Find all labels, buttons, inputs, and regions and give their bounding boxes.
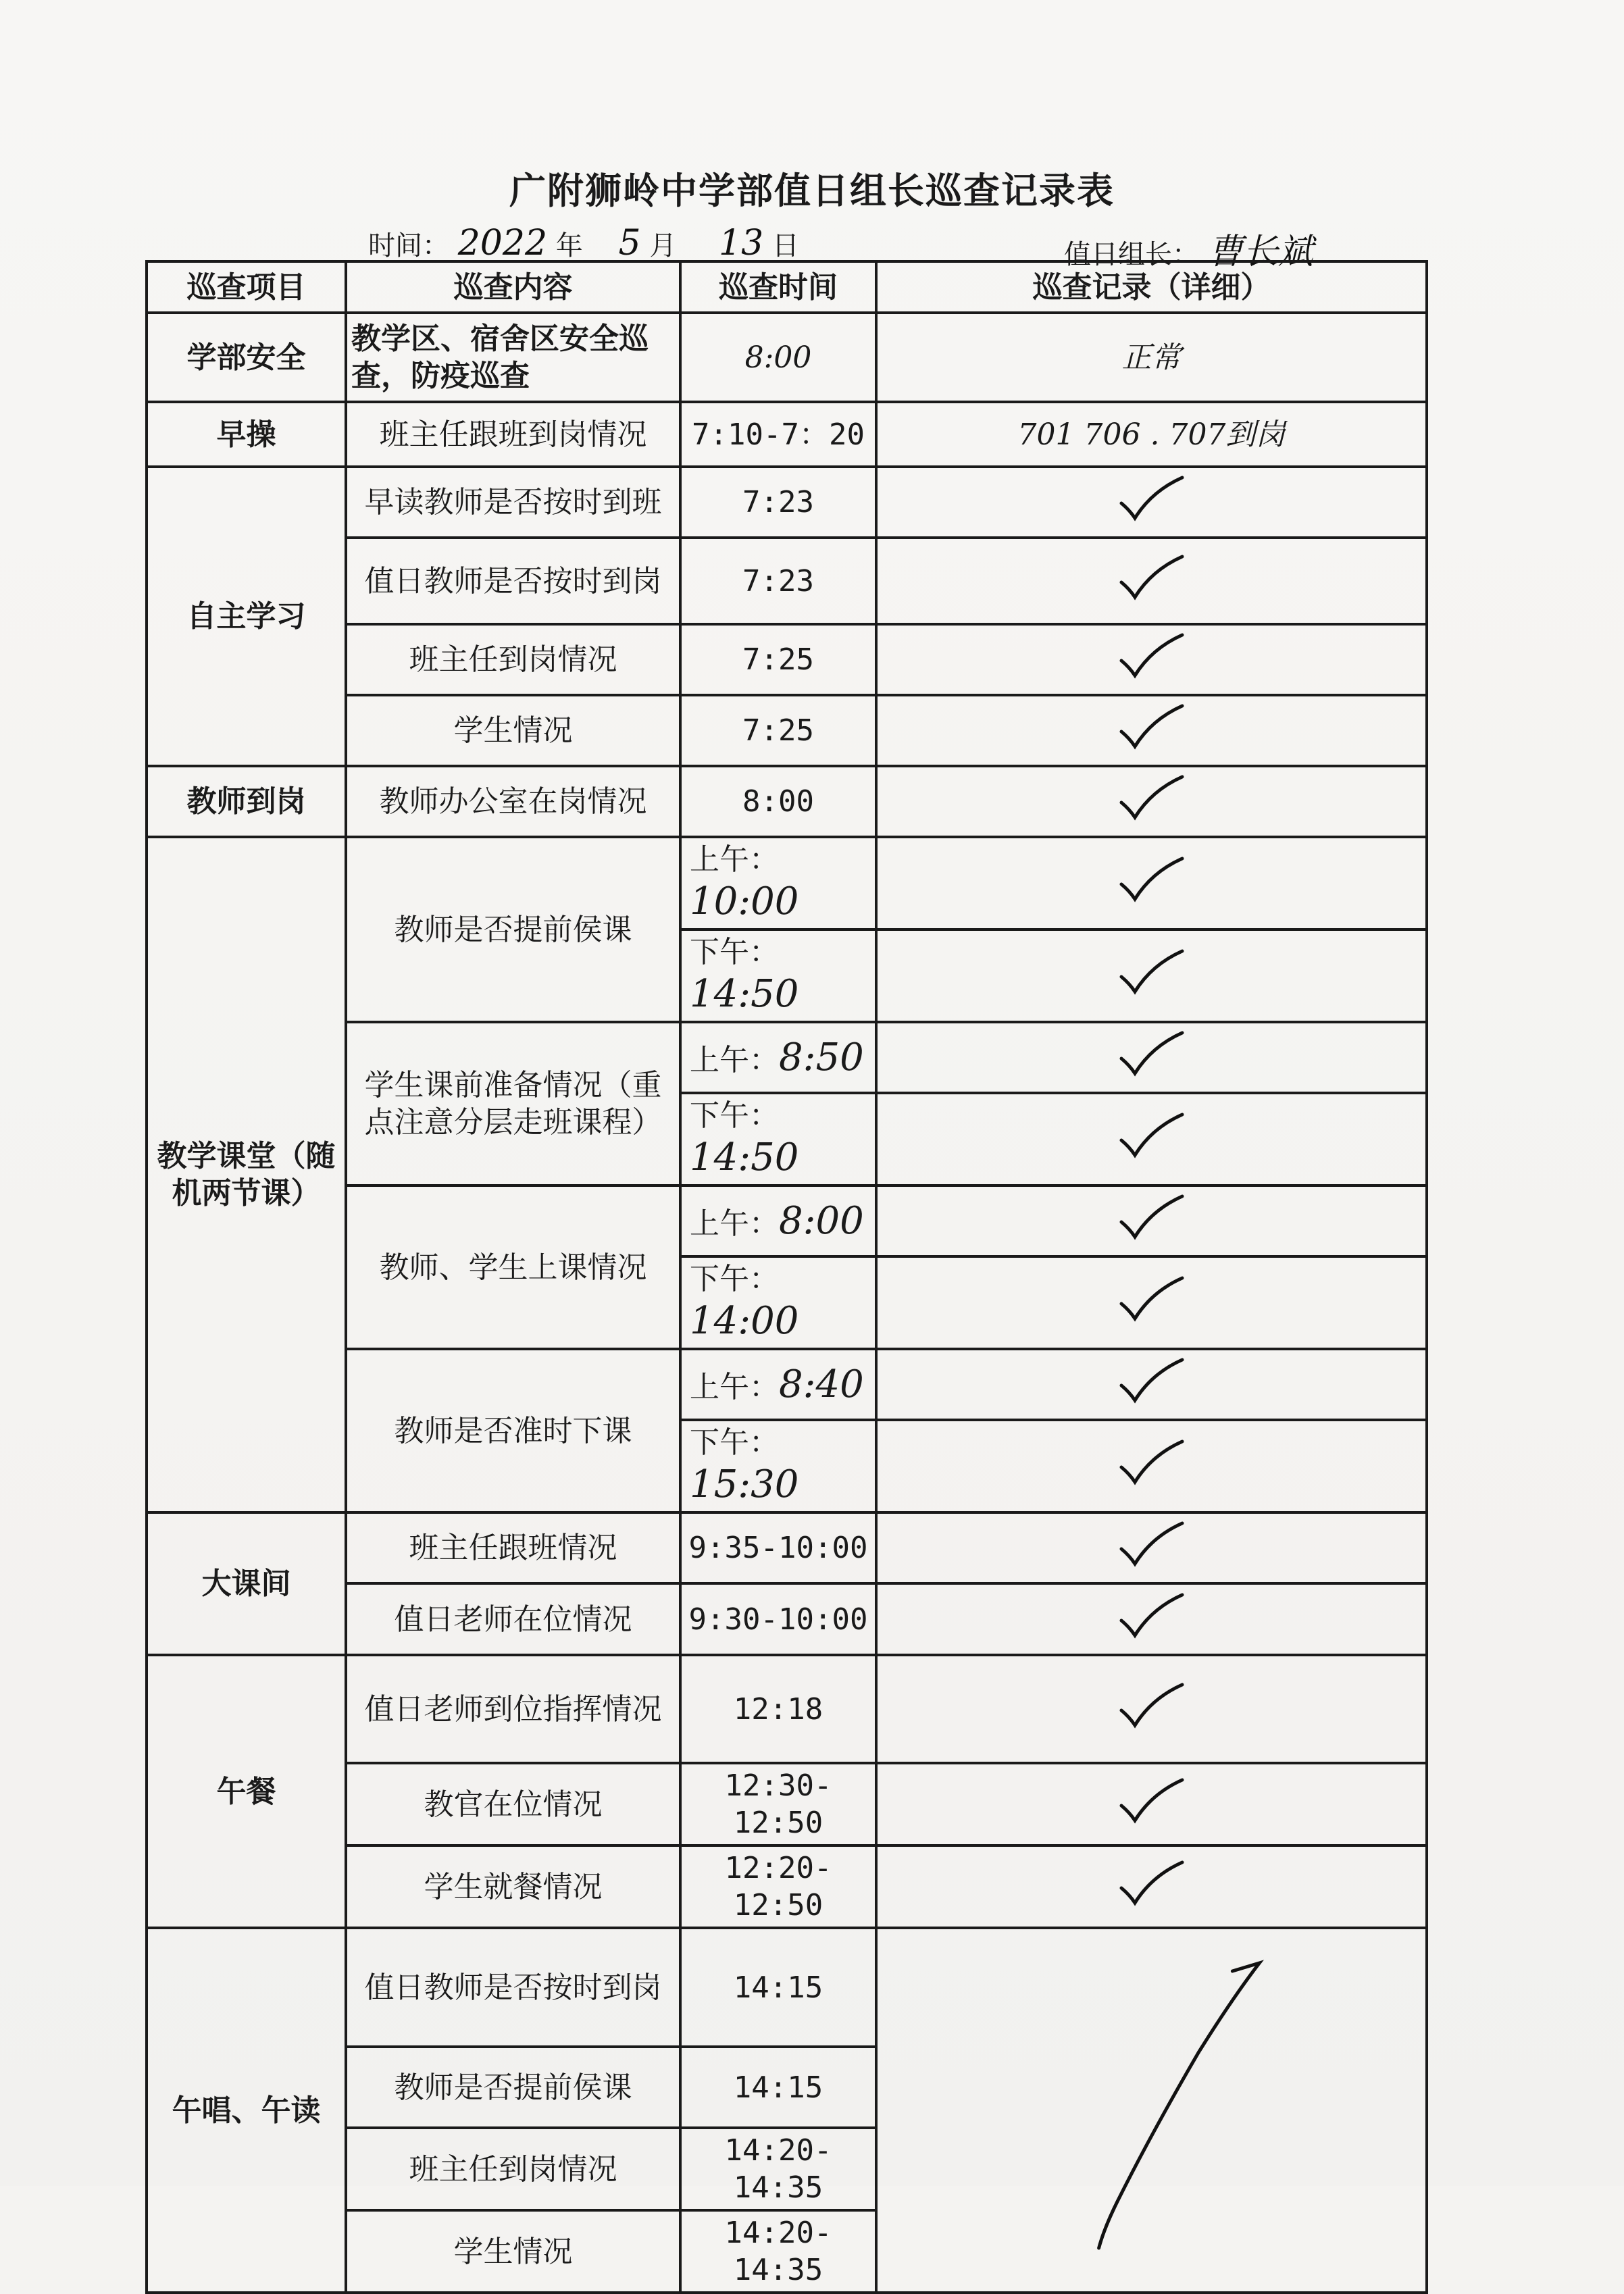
record-cell <box>876 624 1427 695</box>
content-cell: 班主任到岗情况 <box>346 2128 680 2210</box>
content-cell: 教官在位情况 <box>346 1763 680 1845</box>
record-cell <box>876 538 1427 624</box>
content-cell: 教师是否提前侯课 <box>346 837 680 1022</box>
record-cell <box>876 695 1427 766</box>
record-cell <box>876 1763 1427 1845</box>
checkmark-icon <box>1115 1588 1189 1642</box>
checkmark-icon <box>1115 1190 1189 1244</box>
pm-label: 下午： <box>690 1425 779 1460</box>
checkmark-icon <box>1115 1271 1189 1325</box>
date-line <box>368 223 799 263</box>
time-cell-am <box>680 1186 876 1256</box>
record-cell <box>876 1655 1427 1763</box>
record-cell <box>876 1349 1427 1420</box>
category-teacher-post: 教师到岗 <box>147 766 346 837</box>
content-cell: 班主任跟班情况 <box>346 1512 680 1583</box>
record-cell <box>876 1186 1427 1256</box>
time-cell: 7:25 <box>680 624 876 695</box>
content-cell: 教师、学生上课情况 <box>346 1186 680 1349</box>
content-cell: 值日老师在位情况 <box>346 1583 680 1655</box>
header-time: 巡查时间 <box>680 261 876 313</box>
content-cell: 值日教师是否按时到岗 <box>346 538 680 624</box>
table-row <box>147 1512 1427 1583</box>
date-day-unit: 日 <box>771 230 799 261</box>
time-cell: 14:15 <box>680 1928 876 2047</box>
content-cell: 班主任到岗情况 <box>346 624 680 695</box>
date-month: 5 <box>618 223 641 263</box>
pm-label: 下午： <box>690 1098 779 1133</box>
am-label: 上午： <box>690 842 779 877</box>
record-cell <box>876 1093 1427 1186</box>
time-cell: 8:00 <box>680 313 876 402</box>
content-cell: 教师是否准时下课 <box>346 1349 680 1512</box>
time-cell: 7:25 <box>680 695 876 766</box>
checkmark-icon <box>1115 1678 1189 1732</box>
table-row <box>147 402 1427 467</box>
inspection-table <box>145 260 1428 2294</box>
table-row <box>147 766 1427 837</box>
pm-time: 15:30 <box>690 1462 799 1506</box>
checkmark-icon <box>1115 1353 1189 1407</box>
time-cell: 14:20-14:35 <box>680 2210 876 2293</box>
time-cell: 12:18 <box>680 1655 876 1763</box>
category-noon: 午唱、午读 <box>147 1928 346 2293</box>
am-time: 8:50 <box>779 1035 864 1079</box>
time-cell: 9:30-10:00 <box>680 1583 876 1655</box>
pm-label: 下午： <box>690 935 779 969</box>
pm-time: 14:50 <box>690 972 799 1016</box>
checkmark-icon <box>1115 1435 1189 1489</box>
time-cell-pm <box>680 1420 876 1512</box>
time-cell: 9:35-10:00 <box>680 1512 876 1583</box>
checkmark-icon <box>1115 944 1189 998</box>
record-cell-struck <box>876 1928 1427 2293</box>
time-cell-am <box>680 1349 876 1420</box>
checkmark-icon <box>1115 471 1189 525</box>
page-title: 广附狮岭中学部值日组长巡查记录表 <box>509 170 1115 212</box>
date-year-unit: 年 <box>555 230 583 261</box>
record-cell <box>876 766 1427 837</box>
record-cell <box>876 467 1427 538</box>
category-classroom: 教学课堂（随机两节课） <box>147 837 346 1512</box>
content-cell: 值日老师到位指挥情况 <box>346 1655 680 1763</box>
checkmark-icon <box>1115 1026 1189 1080</box>
date-year: 2022 <box>457 223 548 263</box>
content-cell: 学生课前准备情况（重点注意分层走班课程） <box>346 1022 680 1186</box>
table-row <box>147 837 1427 929</box>
time-cell-am <box>680 837 876 929</box>
category-self-study: 自主学习 <box>147 467 346 766</box>
leader-signature: 曹长斌 <box>1207 232 1313 272</box>
time-cell: 12:30-12:50 <box>680 1763 876 1845</box>
time-cell: 8:00 <box>680 766 876 837</box>
category-safety: 学部安全 <box>147 313 346 402</box>
record-cell <box>876 837 1427 929</box>
header-record: 巡查记录（详细） <box>876 261 1427 313</box>
date-day: 13 <box>719 223 764 263</box>
category-break: 大课间 <box>147 1512 346 1655</box>
table-header-row <box>147 261 1427 313</box>
pm-time: 14:50 <box>690 1136 799 1179</box>
time-cell-pm <box>680 929 876 1022</box>
strike-through-icon <box>882 1958 1421 2255</box>
content-cell: 班主任跟班到岗情况 <box>346 402 680 467</box>
time-cell: 14:20-14:35 <box>680 2128 876 2210</box>
am-label: 上午： <box>690 1206 779 1241</box>
time-cell-am <box>680 1022 876 1093</box>
checkmark-icon <box>1115 1516 1189 1571</box>
checkmark-icon <box>1115 699 1189 753</box>
header-category: 巡查项目 <box>147 261 346 313</box>
content-cell: 学生情况 <box>346 2210 680 2293</box>
checkmark-icon <box>1115 628 1189 682</box>
time-cell-pm <box>680 1093 876 1186</box>
record-cell <box>876 929 1427 1022</box>
record-cell <box>876 1022 1427 1093</box>
time-cell: 14:15 <box>680 2047 876 2128</box>
table-row <box>147 1928 1427 2047</box>
content-cell: 教学区、宿舍区安全巡查，防疫巡查 <box>346 313 680 402</box>
time-cell: 7:23 <box>680 467 876 538</box>
record-cell <box>876 1583 1427 1655</box>
pm-label: 下午： <box>690 1262 779 1296</box>
date-month-unit: 月 <box>649 230 677 261</box>
record-cell <box>876 1420 1427 1512</box>
am-time: 8:40 <box>779 1362 864 1406</box>
content-cell: 学生情况 <box>346 695 680 766</box>
time-cell-pm <box>680 1256 876 1349</box>
content-cell: 学生就餐情况 <box>346 1845 680 1928</box>
time-cell: 12:20-12:50 <box>680 1845 876 1928</box>
checkmark-icon <box>1115 550 1189 604</box>
time-label: 时间： <box>368 230 449 261</box>
table-row <box>147 1655 1427 1763</box>
content-cell: 教师是否提前侯课 <box>346 2047 680 2128</box>
table-row <box>147 467 1427 538</box>
checkmark-icon <box>1115 1856 1189 1910</box>
checkmark-icon <box>1115 852 1189 906</box>
time-cell: 7:10-7：20 <box>680 402 876 467</box>
content-cell: 教师办公室在岗情况 <box>346 766 680 837</box>
am-time: 8:00 <box>779 1198 864 1243</box>
content-cell: 值日教师是否按时到岗 <box>346 1928 680 2047</box>
header-content: 巡查内容 <box>346 261 680 313</box>
content-cell: 早读教师是否按时到班 <box>346 467 680 538</box>
checkmark-icon <box>1115 1773 1189 1827</box>
category-lunch: 午餐 <box>147 1655 346 1928</box>
checkmark-icon <box>1115 770 1189 824</box>
record-cell: 701 706 . 707到岗 <box>876 402 1427 467</box>
time-cell: 7:23 <box>680 538 876 624</box>
am-time: 10:00 <box>690 880 799 923</box>
checkmark-icon <box>1115 1108 1189 1162</box>
am-label: 上午： <box>690 1042 779 1077</box>
am-label: 上午： <box>690 1369 779 1404</box>
record-cell <box>876 1512 1427 1583</box>
record-cell <box>876 1256 1427 1349</box>
category-morning: 早操 <box>147 402 346 467</box>
record-cell <box>876 1845 1427 1928</box>
record-cell: 正常 <box>876 313 1427 402</box>
pm-time: 14:00 <box>690 1299 799 1343</box>
table-row <box>147 313 1427 402</box>
leader-label: 值日组长： <box>1064 239 1199 270</box>
